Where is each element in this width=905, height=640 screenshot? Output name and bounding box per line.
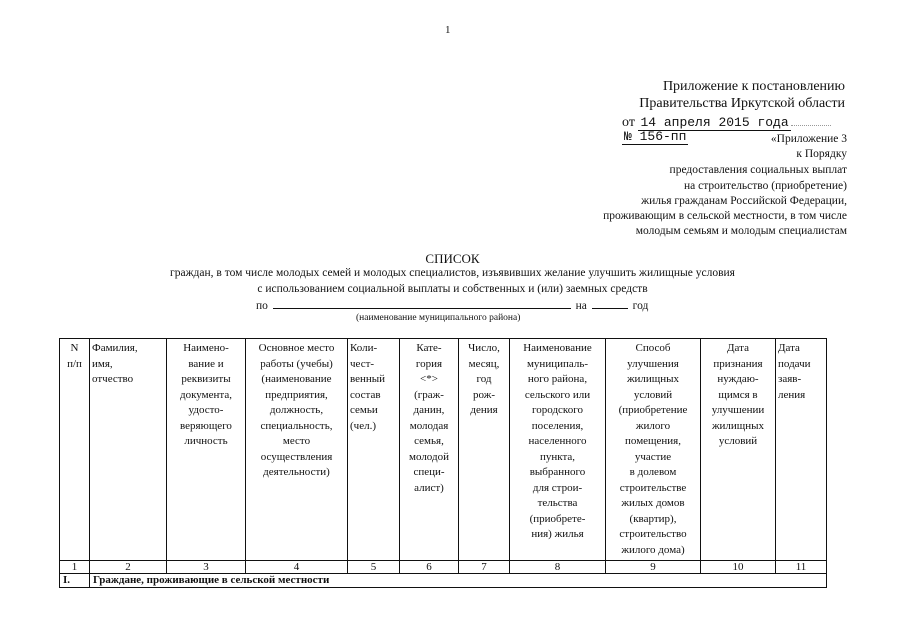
approval-line-2: Правительства Иркутской области [639,96,845,111]
table-header-row [60,339,827,561]
page-number: 1 [445,24,451,36]
list-subtitle-2: с использованием социальной выплаты и собственных и (или) заемных средств [257,283,648,295]
header-cell-birth-date: Число, месяц, год рож- дения [459,339,510,561]
header-cell-need-recognition-date: Дата признания нуждаю- щимся в улучшении жилищных условий [701,339,776,561]
district-blank [273,297,571,309]
column-number: 8 [510,561,606,574]
approval-date: 14 апреля 2015 года [640,115,789,130]
year-blank [592,297,628,309]
annex-line-3: на строительство (приобретение) [684,180,847,192]
list-subtitle-1: граждан, в том числе молодых семей и молодых специалистов, изъявивших желание улучшить жилищные условия [170,267,735,279]
column-number: 11 [776,561,827,574]
header-cell-improvement-method: Способ улучшения жилищных условий (приобретение жилого помещения, участие в долевом строительстве жилых домов (квартир), строительство жилого дома) [606,339,701,561]
column-number: 7 [459,561,510,574]
header-cell-workplace: Основное место работы (учебы) (наименование предприятия, должность, специальность, место осуществления деятельности) [246,339,348,561]
section-row [60,574,827,588]
district-caption: (наименование муниципального района) [356,313,521,323]
column-number: 10 [701,561,776,574]
approval-line-1: Приложение к постановлению [662,79,845,94]
annex-line-1: к Порядку [796,148,847,160]
approval-number-line [622,129,688,144]
district-line [256,297,648,312]
year-label: год [632,300,649,312]
list-title: СПИСОК [425,251,480,266]
section-number: I. [60,574,90,588]
approval-date-prefix: от [622,115,635,130]
column-number: 6 [400,561,459,574]
column-numbers-row [60,561,827,574]
header-cell-family-size: Коли- чест- венный состав семьи (чел.) [348,339,400,561]
approval-number: № 156-пп [624,129,687,144]
column-number: 1 [60,561,90,574]
header-cell-application-date: Дата подачи заяв- ления [776,339,827,561]
header-cell-category: Кате- гория <*> (граж- данин, молодая семья, молодой специ- алист) [400,339,459,561]
column-number: 5 [348,561,400,574]
header-cell-id-document: Наимено- вание и реквизиты документа, удосто- веряющего личность [167,339,246,561]
annex-line-4: жилья гражданам Российской Федерации, [641,195,847,207]
approval-date-tail [791,113,831,126]
column-number: 2 [90,561,167,574]
header-cell-name: Фамилия, имя, отчество [90,339,167,561]
header-cell-number: N п/п [60,339,90,561]
column-number: 3 [167,561,246,574]
section-label: Граждане, проживающие в сельской местности [90,574,827,588]
by-label: по [256,300,268,312]
header-cell-housing-location: Наименование муниципаль- ного района, сельского или городского поселения, населенного пункта, выбранного для строи- тельства (приобрете- ния) жилья [510,339,606,561]
annex-line-6: молодым семьям и молодым специалистам [635,225,847,237]
annex-line-5: проживающим в сельской местности, в том числе [603,210,847,222]
annex-line-0: «Приложение 3 [770,133,847,145]
annex-line-2: предоставления социальных выплат [669,164,847,176]
on-label: на [575,300,587,312]
column-number: 9 [606,561,701,574]
applicants-table [59,338,827,588]
column-number: 4 [246,561,348,574]
